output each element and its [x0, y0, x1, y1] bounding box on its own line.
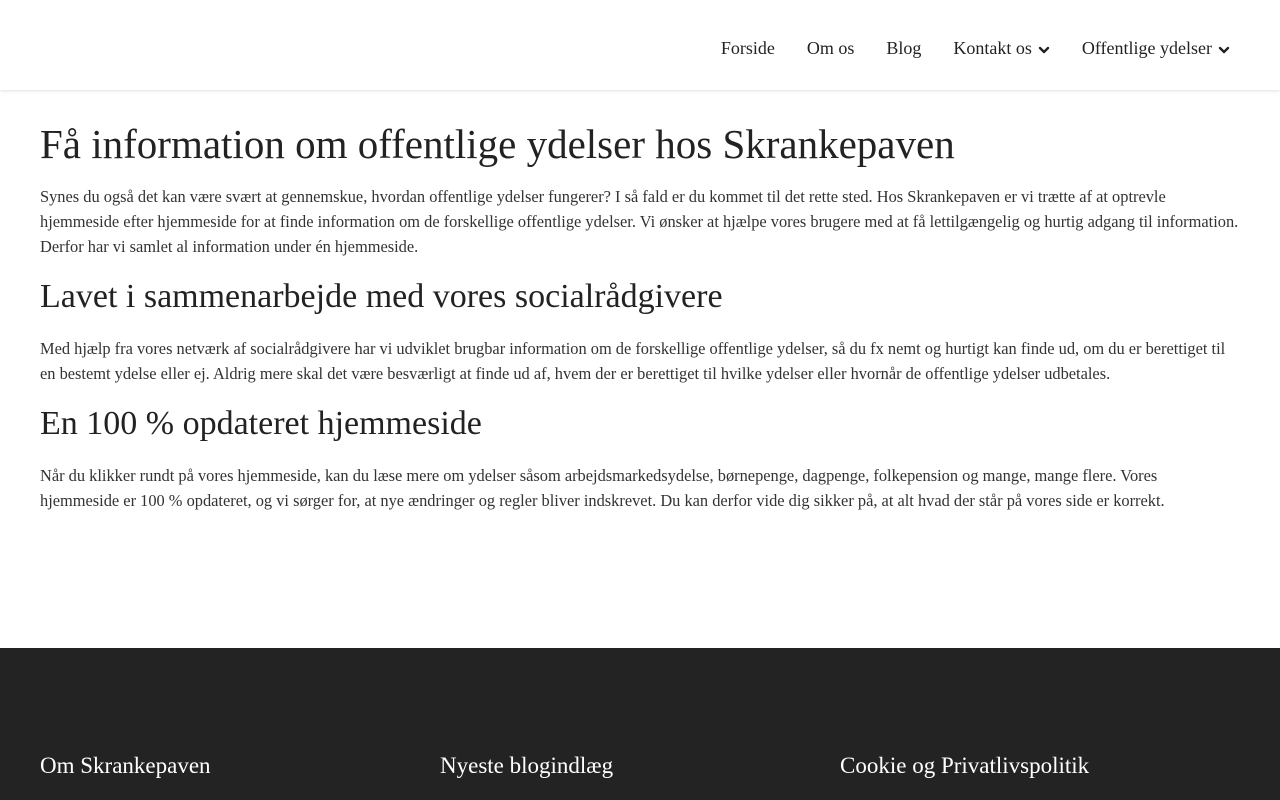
section-paragraph-socialraadgivere: Med hjælp fra vores netværk af socialrådgivere har vi udviklet brugbar information om de forskellige offentlige ydelser, så du fx nemt og hurtigt kan finde ud, om du er berettiget til en bestemt ydelse eller ej. Aldrig mere skal det være besværligt at finde ud af, hvem der er berettiget til hvilke ydelser eller hvornår de offentlige ydelser udbetales. — [40, 339, 1226, 383]
nav-item-label[interactable]: Forside — [720, 38, 775, 58]
nav-item-forside[interactable] — [721, 38, 775, 59]
nav-item-kontakt-os[interactable] — [953, 38, 1050, 59]
nav-item-om-os[interactable] — [807, 38, 855, 59]
nav-item-label[interactable]: Om os — [806, 38, 855, 58]
page-title: Få information om offentlige ydelser hos Skrankepaven — [40, 121, 955, 167]
nav-item-label[interactable]: Kontakt os — [953, 38, 1032, 58]
nav-item-label[interactable]: Blog — [886, 38, 922, 58]
chevron-down-icon[interactable] — [1038, 44, 1050, 56]
footer-heading-cookie-privatliv: Cookie og Privatlivspolitik — [840, 753, 1090, 778]
section-heading-socialraadgivere: Lavet i sammenarbejde med vores socialrådgivere — [40, 278, 723, 315]
section-paragraph-opdateret: Når du klikker rundt på vores hjemmeside, kan du læse mere om ydelser såsom arbejdsmarkedsydelse, børnepenge, dagpenge, folkepension og mange, mange flere. Vores hjemmeside er 100 % opdateret, og vi sørger for, at nye ændringer og regler bliver indskrevet. Du kan derfor vide dig sikker på, at alt hvad der står på vores side er korrekt. — [40, 466, 1165, 510]
site-footer — [0, 648, 1280, 800]
chevron-down-icon[interactable] — [1218, 44, 1230, 56]
main-content — [40, 118, 1240, 513]
site-header — [0, 0, 1280, 90]
intro-paragraph: Synes du også det kan være svært at gennemskue, hvordan offentlige ydelser fungerer? I så fald er du kommet til det rette sted. Hos Skrankepaven er vi trætte af at optrevle hjemmeside efter hjemmeside for at finde information om de forskellige offentlige ydelser. Vi ønsker at hjælpe vores brugere med at få lettilgængelig og hurtig adgang til information. Derfor har vi samlet al information under én hjemmeside. — [40, 187, 1239, 256]
footer-heading-om-skrankepaven: Om Skrankepaven — [40, 753, 211, 778]
footer-heading-nyeste-blogindlaeg: Nyeste blogindlæg — [440, 753, 614, 778]
nav-item-blog[interactable] — [886, 38, 921, 59]
main-nav — [689, 38, 1230, 59]
nav-item-offentlige-ydelser[interactable] — [1082, 38, 1230, 59]
nav-item-label[interactable]: Offentlige ydelser — [1081, 38, 1212, 58]
section-heading-opdateret: En 100 % opdateret hjemmeside — [40, 405, 482, 442]
